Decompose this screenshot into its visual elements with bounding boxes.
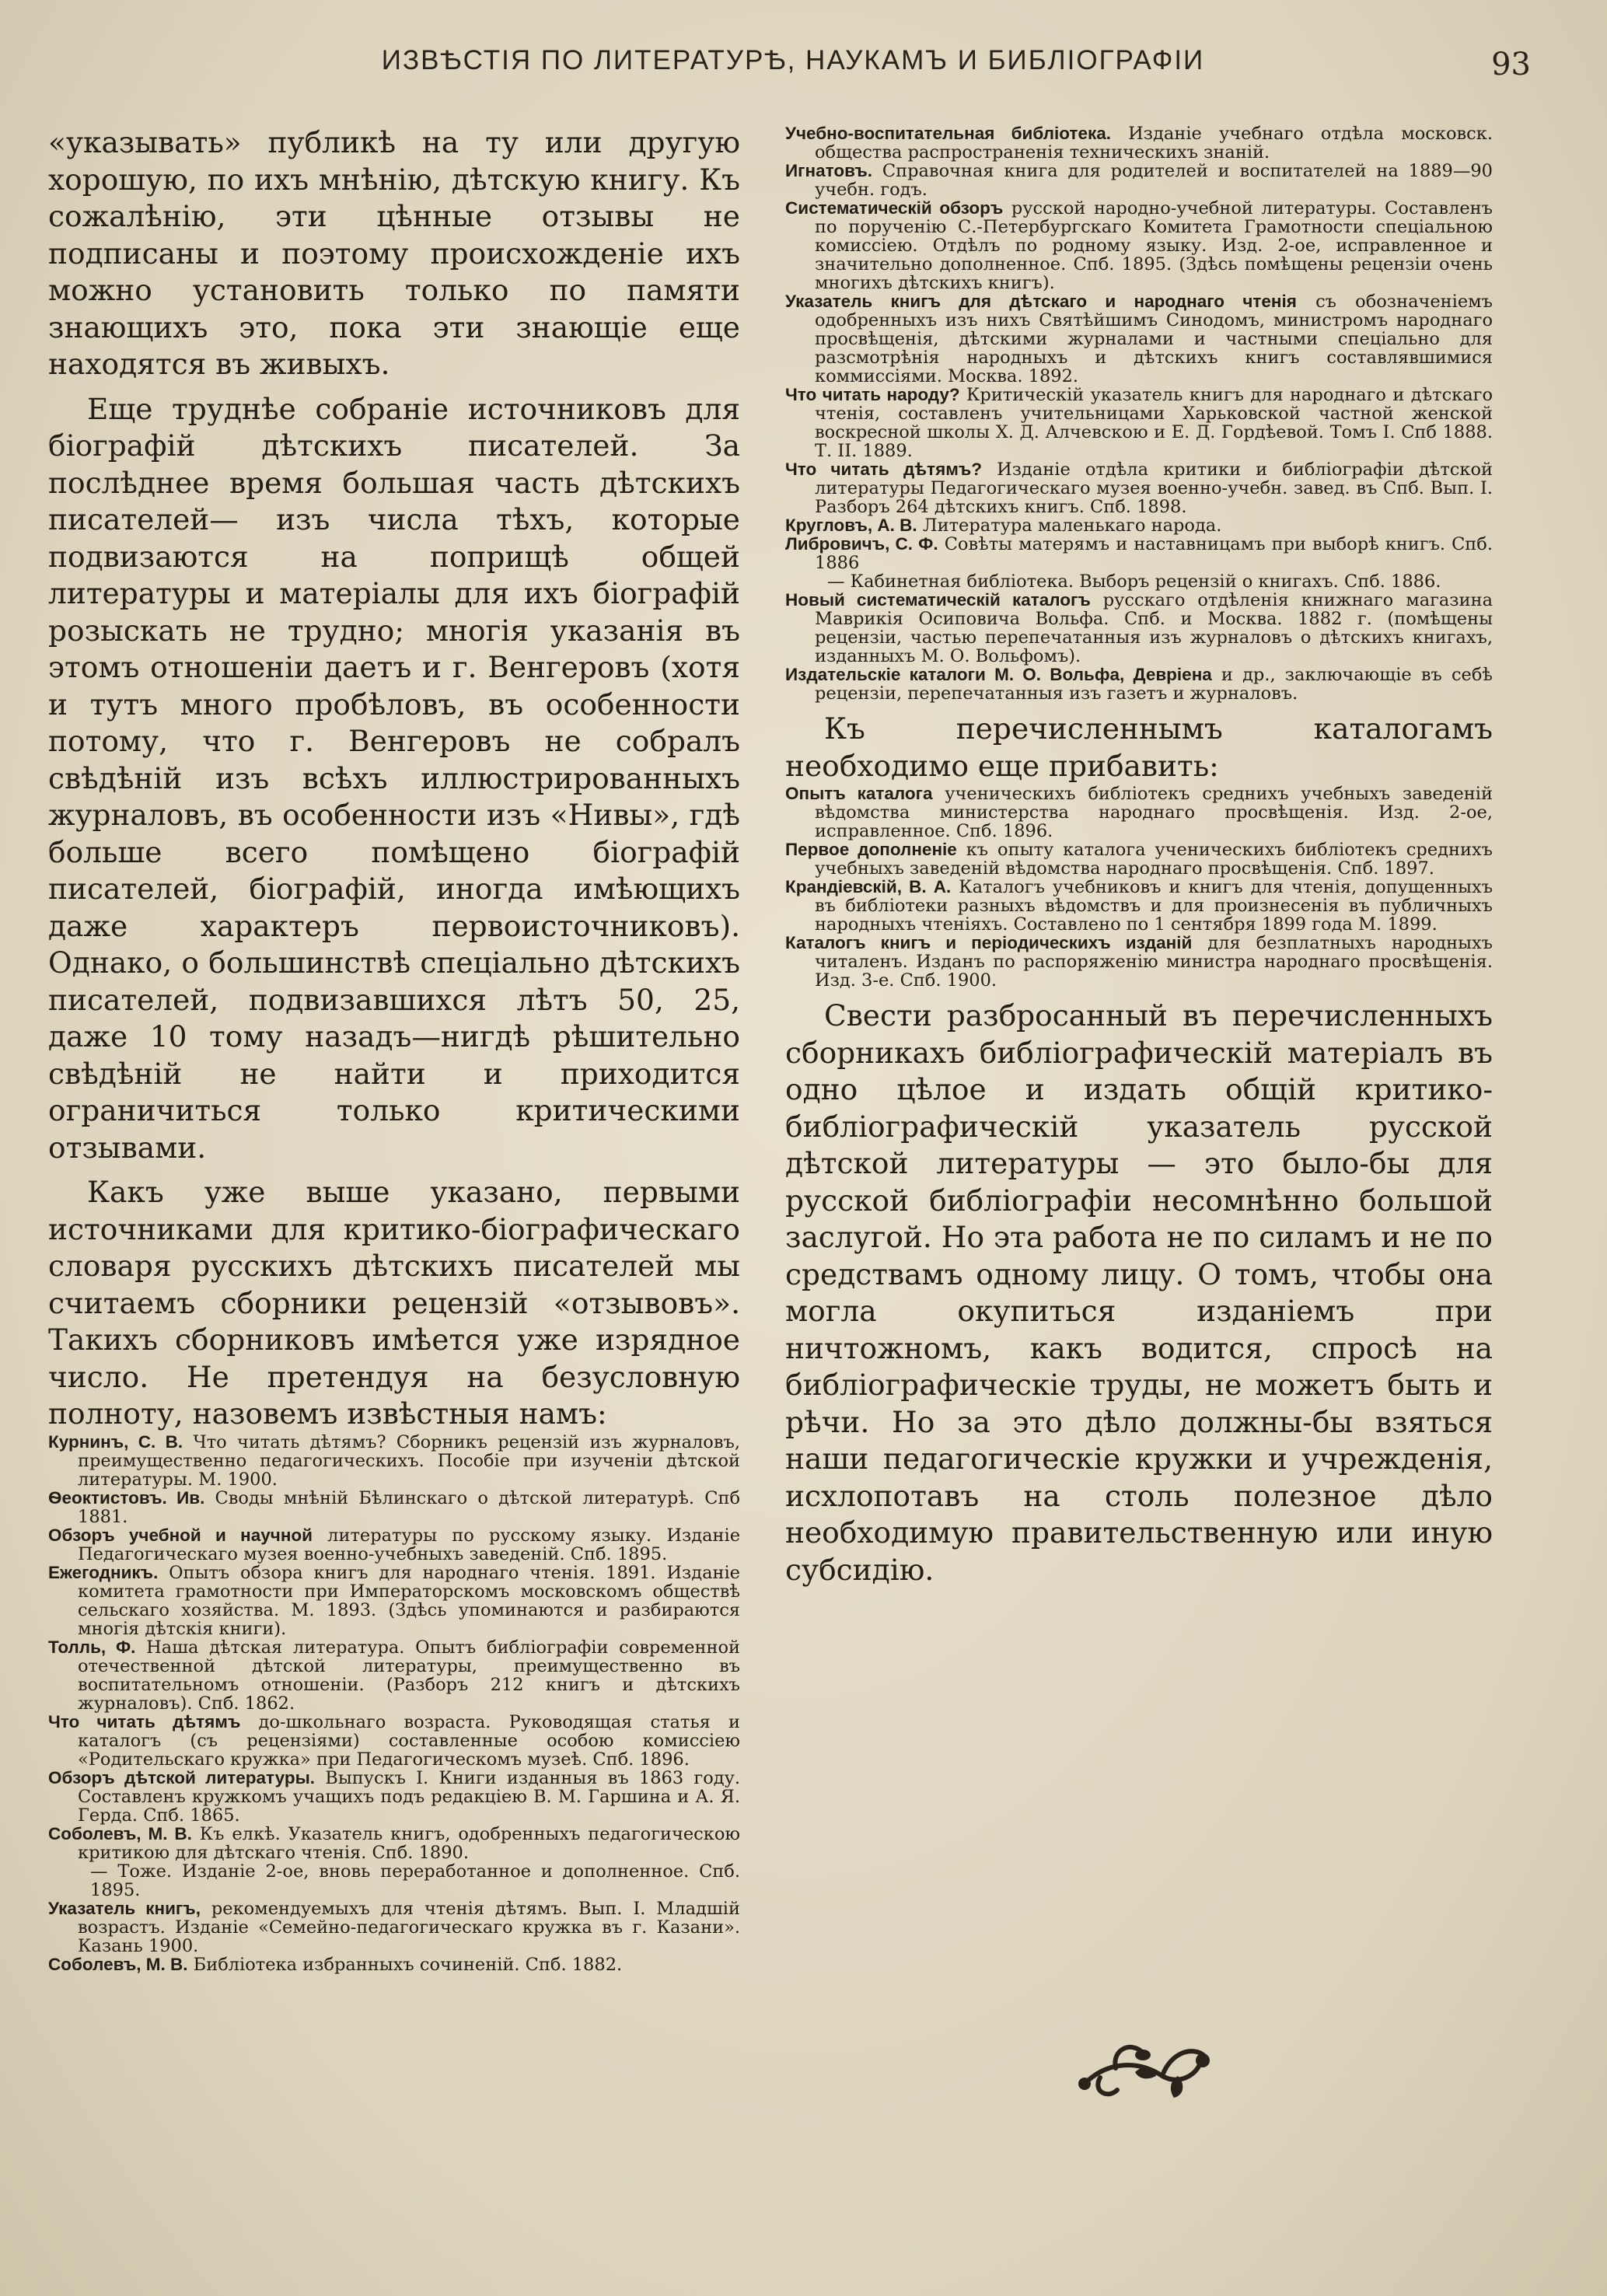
bibliography-list-right-1 bbox=[785, 124, 1493, 703]
bibliography-author: Обзоръ учебной и научной bbox=[48, 1525, 313, 1545]
bibliography-entry bbox=[48, 1489, 740, 1526]
bibliography-entry bbox=[785, 199, 1493, 292]
bibliography-author: Что читать дѣтямъ bbox=[48, 1711, 241, 1732]
bibliography-text: съ обозначеніемъ одобренныхъ изъ нихъ Святѣйшимъ Синодомъ, министромъ народнаго просвѣщенія, дѣтскими журналами и частными спеціально для разсмотрѣнія народныхъ и дѣтскихъ книгъ составлявшимися коммиссіями. Москва. 1892. bbox=[815, 292, 1493, 386]
bibliography-entry bbox=[48, 1769, 740, 1825]
bibliography-text: Изданіе учебнаго отдѣла московск. общества распространенія техническихъ знаній. bbox=[815, 124, 1493, 163]
bibliography-list-right-2 bbox=[785, 785, 1493, 990]
bibliography-author: Новый систематическій каталогъ bbox=[785, 590, 1091, 610]
bibliography-author: Обзоръ дѣтской литературы. bbox=[48, 1767, 316, 1788]
bibliography-author: Учебно-воспитательная библіотека. bbox=[785, 124, 1111, 143]
bibliography-entry bbox=[785, 535, 1493, 572]
bibliography-text: русскаго отдѣленія книжнаго магазина Маврикія Осиповича Вольфа. Спб. и Москва. 1882 г. (помѣщены рецензіи, частью перепечатанныя изъ журналовъ о дѣтскихъ книгахъ, изданныхъ М. О. Вольфомъ). bbox=[815, 590, 1493, 666]
bibliography-author: Первое дополненіе bbox=[785, 840, 957, 859]
bibliography-text: Что читать дѣтямъ? Сборникъ рецензій изъ журналовъ, преимущественно педагогическихъ. Пособіе при изученіи дѣтской литературы. М. 1900. bbox=[78, 1431, 740, 1490]
paragraph-conclusion: Свести разбросанный въ перечисленныхъ сборникахъ библіографическій матеріалъ въ одно цѣлое и издать общій критико-библіографическій указатель русской дѣтской литературы — это было-бы для русской библіографіи несомнѣнно большой заслугой. Но эта работа не по силамъ и не по средствамъ одному лицу. О томъ, чтобы она могла окупиться изданіемъ при ничтожномъ, какъ водится, спросѣ на библіографическіе труды, не можетъ быть и рѣчи. Но за это дѣло должны-бы взяться наши педагогическіе кружки и учрежденія, исхлопотавъ на столь полезное дѣло необходимую правительственную или иную субсидію. bbox=[785, 998, 1493, 1587]
bibliography-entry bbox=[48, 1638, 740, 1713]
bibliography-author: Соболевъ, М. В. bbox=[48, 1823, 192, 1843]
bibliography-text: Справочная книга для родителей и воспитателей на 1889—90 учебн. годъ. bbox=[815, 161, 1493, 200]
bibliography-entry bbox=[785, 785, 1493, 840]
bibliography-entry bbox=[785, 292, 1493, 386]
paragraph-additions-intro: Къ перечисленнымъ каталогамъ необходимо еще прибавить: bbox=[785, 711, 1493, 783]
bibliography-author: Что читать народу? bbox=[785, 385, 960, 404]
bibliography-author: Указатель книгъ, bbox=[48, 1898, 201, 1918]
bibliography-text: до-школьнаго возраста. Руководящая статья и каталогъ (съ рецензіями) составленные особою комиссіею «Родительскаго кружка» при Педагогическомъ музеѣ. Спб. 1896. bbox=[78, 1711, 741, 1770]
paragraph-sources-intro: Какъ уже выше указано, первыми источниками для критико-біографическаго словаря русскихъ дѣтскихъ писателей мы считаемъ сборники рецензій «отзывовъ». Такихъ сборниковъ имѣется уже изрядное число. Не претендуя на безусловную полноту, назовемъ извѣстныя намъ: bbox=[48, 1175, 740, 1431]
bibliography-entry bbox=[785, 591, 1493, 666]
bibliography-entry bbox=[48, 1433, 740, 1489]
bibliography-text: къ опыту каталога ученическихъ библіотекъ среднихъ учебныхъ заведеній вѣдомства народнаго просвѣщенія. Спб. 1897. bbox=[815, 840, 1493, 879]
bibliography-entry bbox=[48, 1955, 740, 1974]
bibliography-entry bbox=[785, 666, 1493, 703]
bibliography-author: Соболевъ, М. В. bbox=[48, 1954, 188, 1974]
bibliography-text: — Тоже. Изданіе 2-ое, вновь переработанное и дополненное. Спб. 1895. bbox=[90, 1861, 740, 1900]
bibliography-text: рекомендуемыхъ для чтенія дѣтямъ. Вып. I. Младшій возрастъ. Изданіе «Семейно-педагогическаго кружка въ г. Казани». Казань 1900. bbox=[78, 1898, 740, 1956]
bibliography-entry bbox=[785, 460, 1493, 516]
bibliography-author: Ѳеоктистовъ. Ив. bbox=[48, 1487, 205, 1508]
bibliography-author: Что читать дѣтямъ? bbox=[785, 460, 982, 479]
bibliography-author: Ежегодникъ. bbox=[48, 1562, 159, 1582]
bibliography-text: Опытъ обзора книгъ для народнаго чтенія. 1891. Изданіе комитета грамотности при Императорскомъ московскомъ обществѣ сельскаго хозяйства. М. 1893. (Здѣсь упоминаются и разбираются многія дѣтскія книги). bbox=[78, 1562, 740, 1639]
bibliography-text: Каталогъ учебниковъ и книгъ для чтенія, допущенныхъ въ библіотеки разныхъ вѣдомствъ и для произнесенія въ публичныхъ народныхъ чтеніяхъ. Составлено по 1 сентября 1899 года М. 1899. bbox=[815, 877, 1493, 935]
bibliography-text: Выпускъ I. Книги изданныя въ 1863 году. Составленъ кружкомъ учащихъ подъ редакціею В. М. Гаршина и А. Я. Герда. Спб. 1865. bbox=[78, 1767, 740, 1826]
bibliography-text: Своды мнѣній Бѣлинскаго о дѣтской литературѣ. Спб 1881. bbox=[78, 1487, 740, 1527]
bibliography-entry bbox=[785, 162, 1493, 199]
bibliography-author: Указатель книгъ для дѣтскаго и народнаго чтенія bbox=[785, 292, 1297, 311]
bibliography-list-left bbox=[48, 1433, 740, 1974]
bibliography-entry bbox=[48, 1825, 740, 1862]
bibliography-author: Крандіевскій, В. А. bbox=[785, 877, 952, 896]
bibliography-entry bbox=[48, 1862, 740, 1899]
paragraph-continuation: «указывать» публикѣ на ту или другую хорошую, по ихъ мнѣнію, дѣтскую книгу. Къ сожалѣнію, эти цѣнные отзывы не подписаны и поэтому происхожденіе ихъ можно установить только по памяти знающихъ это, пока эти знающіе еще находятся въ живыхъ. bbox=[48, 125, 740, 381]
bibliography-text: Библіотека избранныхъ сочиненій. Спб. 1882. bbox=[187, 1954, 623, 1975]
bibliography-text: ученическихъ библіотекъ среднихъ учебныхъ заведеній вѣдомства министерства народнаго просвѣщенія. Изд. 2-ое, исправленное. Спб. 1896. bbox=[815, 784, 1493, 841]
bibliography-author: Издательскіе каталоги М. О. Вольфа, Девріена bbox=[785, 665, 1212, 684]
bibliography-author: Курнинъ, С. В. bbox=[48, 1431, 183, 1452]
bibliography-entry bbox=[48, 1526, 740, 1564]
bibliography-entry bbox=[785, 840, 1493, 878]
bibliography-text: Наша дѣтская литература. Опытъ библіографіи современной отечественной дѣтской литературы, преимущественно въ воспитательномъ отношеніи. (Разборъ 212 книгъ и дѣтскихъ журналовъ). Спб. 1862. bbox=[78, 1637, 740, 1714]
bibliography-text: и др., заключающіе въ себѣ рецензіи, перепечатанныя изъ газетъ и журналовъ. bbox=[815, 665, 1493, 704]
page-number: 93 bbox=[1491, 47, 1531, 82]
bibliography-entry bbox=[785, 934, 1493, 990]
right-column bbox=[785, 124, 1493, 1588]
bibliography-text: Изданіе отдѣла критики и библіографіи дѣтской литературы Педагогическаго музея военно-учебн. завед. въ Спб. Вып. I. Разборъ 264 дѣтскихъ книгъ. Спб. 1898. bbox=[815, 460, 1493, 517]
bibliography-entry bbox=[785, 124, 1493, 162]
bibliography-author: Толль, Ф. bbox=[48, 1637, 136, 1657]
left-column bbox=[48, 124, 740, 1974]
bibliography-text: для безплатныхъ народныхъ читаленъ. Изданъ по распоряженію министра народнаго просвѣщенія. Изд. 3-е. Спб. 1900. bbox=[815, 933, 1493, 991]
bibliography-author: Систематическій обзоръ bbox=[785, 198, 1004, 218]
bibliography-text: литературы по русскому языку. Изданіе Педагогическаго музея военно-учебныхъ заведеній. Спб. 1895. bbox=[78, 1525, 741, 1564]
bibliography-entry bbox=[785, 516, 1493, 535]
bibliography-entry bbox=[785, 386, 1493, 460]
bibliography-text: Критическій указатель книгъ для народнаго и дѣтскаго чтенія, составленъ учительницами Харьковской частной женской воскресной школы Х. Д. Алчевскою и Е. Д. Гордѣевой. Томъ I. Спб 1888. Т. II. 1889. bbox=[815, 385, 1493, 461]
bibliography-author: Кругловъ, А. В. bbox=[785, 515, 917, 535]
running-title: ИЗВѢСТІЯ ПО ЛИТЕРАТУРѢ, НАУКАМЪ И БИБЛІОГРАФІИ bbox=[381, 45, 1205, 75]
bibliography-entry bbox=[785, 572, 1493, 591]
paragraph-biographies: Еще труднѣе собраніе источниковъ для біографій дѣтскихъ писателей. За послѣднее время большая часть дѣтскихъ писателей— изъ числа тѣхъ, которые подвизаются на поприщѣ общей литературы и матеріалы для ихъ біографій розыскать не трудно; многія указанія въ этомъ отношеніи даетъ и г. Венгеровъ (хотя и тутъ много пробѣловъ, въ особенности потому, что г. Венгеровъ не собралъ свѣдѣній изъ всѣхъ иллюстрированныхъ журналовъ, въ особенности изъ «Нивы», гдѣ больше всего помѣщено біографій писателей, біографій, иногда имѣющихъ даже характеръ первоисточниковъ). Однако, о большинствѣ спеціально дѣтскихъ писателей, подвизавшихся лѣтъ 50, 25, даже 10 тому назадъ—нигдѣ рѣшительно свѣдѣній не найти и приходится ограничиться только критическими отзывами. bbox=[48, 391, 740, 1165]
bibliography-author: Игнатовъ. bbox=[785, 161, 873, 180]
floral-ornament-icon bbox=[1069, 2029, 1217, 2103]
bibliography-author: Каталогъ книгъ и періодическихъ изданій bbox=[785, 933, 1193, 952]
bibliography-text: — Кабинетная библіотека. Выборъ рецензій о книгахъ. Спб. 1886. bbox=[827, 571, 1441, 592]
bibliography-text: русской народно-учебной литературы. Составленъ по порученію С.-Петербургскаго Комитета Грамотности спеціальною комиссіею. Отдѣлъ по родному языку. Изд. 2-ое, исправленное и значительно дополненное. Спб. 1895. (Здѣсь помѣщены рецензіи очень многихъ дѣтскихъ книгъ). bbox=[815, 198, 1493, 293]
page-header bbox=[0, 45, 1607, 92]
bibliography-author: Опытъ каталога bbox=[785, 784, 933, 803]
bibliography-text: Совѣты матерямъ и наставницамъ при выборѣ книгъ. Спб. 1886 bbox=[815, 534, 1493, 573]
bibliography-entry bbox=[48, 1899, 740, 1955]
bibliography-text: Къ елкѣ. Указатель книгъ, одобренныхъ педагогическою критикою для дѣтскаго чтенія. Спб. 1890. bbox=[78, 1823, 740, 1863]
bibliography-entry bbox=[48, 1564, 740, 1638]
bibliography-author: Либровичъ, С. Ф. bbox=[785, 534, 938, 554]
bibliography-entry bbox=[48, 1713, 740, 1769]
bibliography-text: Литература маленькаго народа. bbox=[917, 515, 1222, 536]
bibliography-entry bbox=[785, 878, 1493, 934]
